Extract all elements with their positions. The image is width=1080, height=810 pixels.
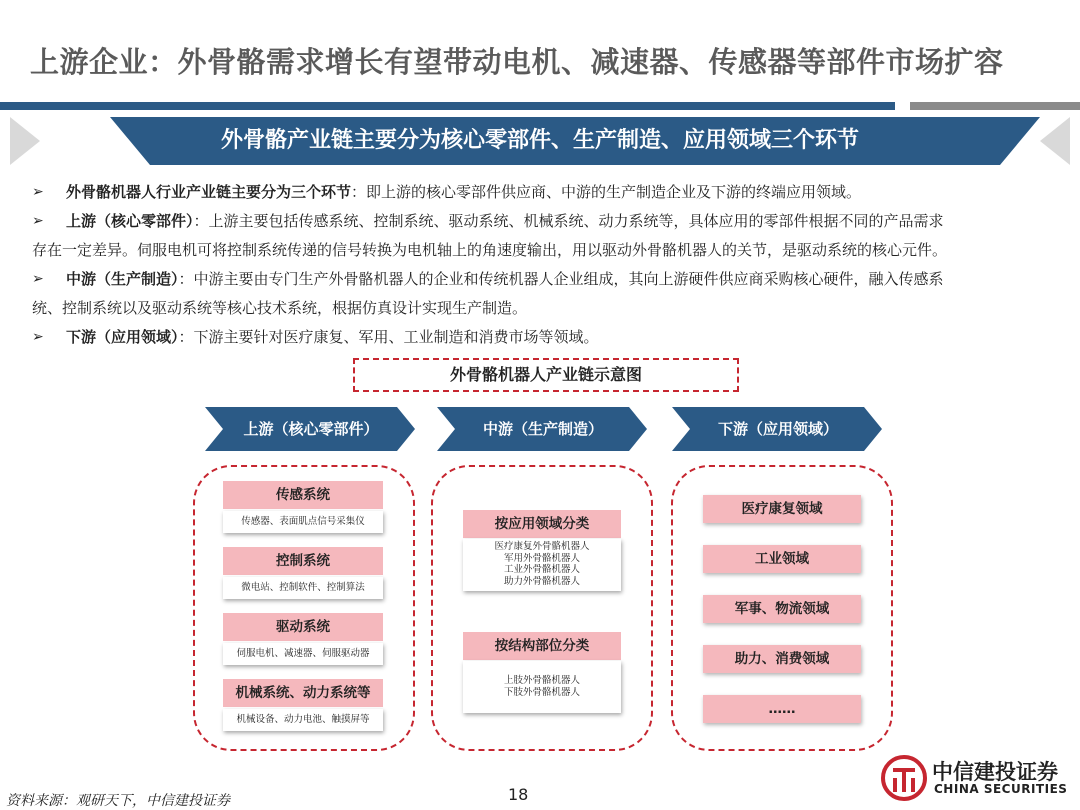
application-item: 军事、物流领域	[703, 595, 861, 623]
page-number: 18	[508, 785, 529, 804]
stage-upstream	[205, 407, 415, 451]
bullet-item	[32, 207, 1052, 236]
stage-label: 上游（核心零部件）	[243, 420, 379, 438]
arrow-bullet-icon: ➢	[32, 271, 44, 287]
diagram-title: 外骨骼机器人产业链示意图	[353, 358, 739, 392]
bullet-item	[32, 178, 1052, 207]
logo-text-en: CHINA SECURITIES	[934, 782, 1068, 796]
category-detail-box	[463, 539, 621, 591]
application-item: 工业领域	[703, 545, 861, 573]
category-detail-box	[463, 661, 621, 713]
bullet-item	[32, 265, 1052, 294]
component-detail: 伺服电机、减速器、伺服驱动器	[223, 643, 383, 665]
header-rule-gray	[910, 102, 1080, 110]
category-detail: 军用外骨骼机器人	[503, 552, 580, 564]
downstream-panel	[671, 465, 893, 751]
component-name: 机械系统、动力系统等	[223, 679, 383, 707]
bullet-continuation: 存在一定差异。伺服电机可将控制系统传递的信号转换为电机轴上的角速度输出，用以驱动外骨骼机器人的关节，是驱动系统的核心元件。	[32, 241, 948, 259]
stage-label: 中游（生产制造）	[482, 420, 603, 438]
arrow-bullet-icon: ➢	[32, 184, 44, 200]
component-name: 控制系统	[223, 547, 383, 575]
arrow-bullet-icon: ➢	[32, 329, 44, 345]
component-name: 传感系统	[223, 481, 383, 509]
category-detail: 工业外骨骼机器人	[503, 564, 580, 575]
application-item: 助力、消费领域	[703, 645, 861, 673]
bullet-item	[32, 323, 1052, 352]
category-detail: 医疗康复外骨骼机器人	[494, 541, 590, 552]
stage-label: 下游（应用领域）	[717, 420, 838, 438]
application-item: 医疗康复领域	[703, 495, 861, 523]
bullet-continuation: 统、控制系统以及驱动系统等核心技术系统，根据仿真设计实现生产制造。	[32, 299, 528, 317]
component-detail: 微电站、控制软件、控制算法	[223, 577, 383, 599]
bullet-heading: 外骨骼机器人行业产业链主要分为三个环节	[66, 183, 352, 201]
arrow-bullet-icon: ➢	[32, 213, 44, 229]
banner-text: 外骨骼产业链主要分为核心零部件、生产制造、应用领域三个环节	[220, 128, 859, 153]
header-rule-blue	[0, 102, 895, 110]
source-note: 资料来源：观研天下，中信建投证券	[6, 793, 230, 809]
section-banner	[10, 117, 1070, 165]
bullet-heading: 上游（核心零部件）	[66, 212, 194, 230]
application-item: ……	[703, 695, 861, 723]
component-name: 驱动系统	[223, 613, 383, 641]
company-logo	[880, 752, 1080, 804]
category-detail: 助力外骨骼机器人	[503, 575, 580, 587]
stage-downstream	[672, 407, 882, 451]
upstream-panel	[193, 465, 415, 751]
category-detail: 上肢外骨骼机器人	[503, 675, 580, 686]
page-title: 上游企业：外骨骼需求增长有望带动电机、减速器、传感器等部件市场扩容	[30, 45, 1004, 79]
bullet-text: ：下游主要针对医疗康复、军用、工业制造和消费市场等领域。	[178, 328, 599, 346]
bullet-heading: 中游（生产制造）	[66, 270, 179, 288]
category-name: 按应用领域分类	[463, 510, 621, 538]
bullet-text: ：上游主要包括传感系统、控制系统、驱动系统、机械系统、动力系统等，具体应用的零部件根据不同的产品需求	[193, 212, 944, 230]
component-detail: 传感器、表面肌点信号采集仪	[223, 511, 383, 533]
logo-text-cn: 中信建投证券	[932, 760, 1058, 784]
midstream-panel	[431, 465, 653, 751]
bullet-text: ：即上游的核心零部件供应商、中游的生产制造企业及下游的终端应用领域。	[351, 183, 862, 201]
citic-logo-icon	[880, 754, 928, 802]
bullet-heading: 下游（应用领域）	[66, 328, 179, 346]
category-name: 按结构部位分类	[463, 632, 621, 660]
bullet-text: ：中游主要由专门生产外骨骼机器人的企业和传统机器人企业组成，其向上游硬件供应商采购核心硬件，融入传感系	[178, 270, 944, 288]
component-detail: 机械设备、动力电池、触摸屏等	[223, 709, 383, 731]
bullet-list	[32, 178, 1052, 352]
stage-midstream	[437, 407, 647, 451]
category-detail: 下肢外骨骼机器人	[503, 687, 580, 698]
